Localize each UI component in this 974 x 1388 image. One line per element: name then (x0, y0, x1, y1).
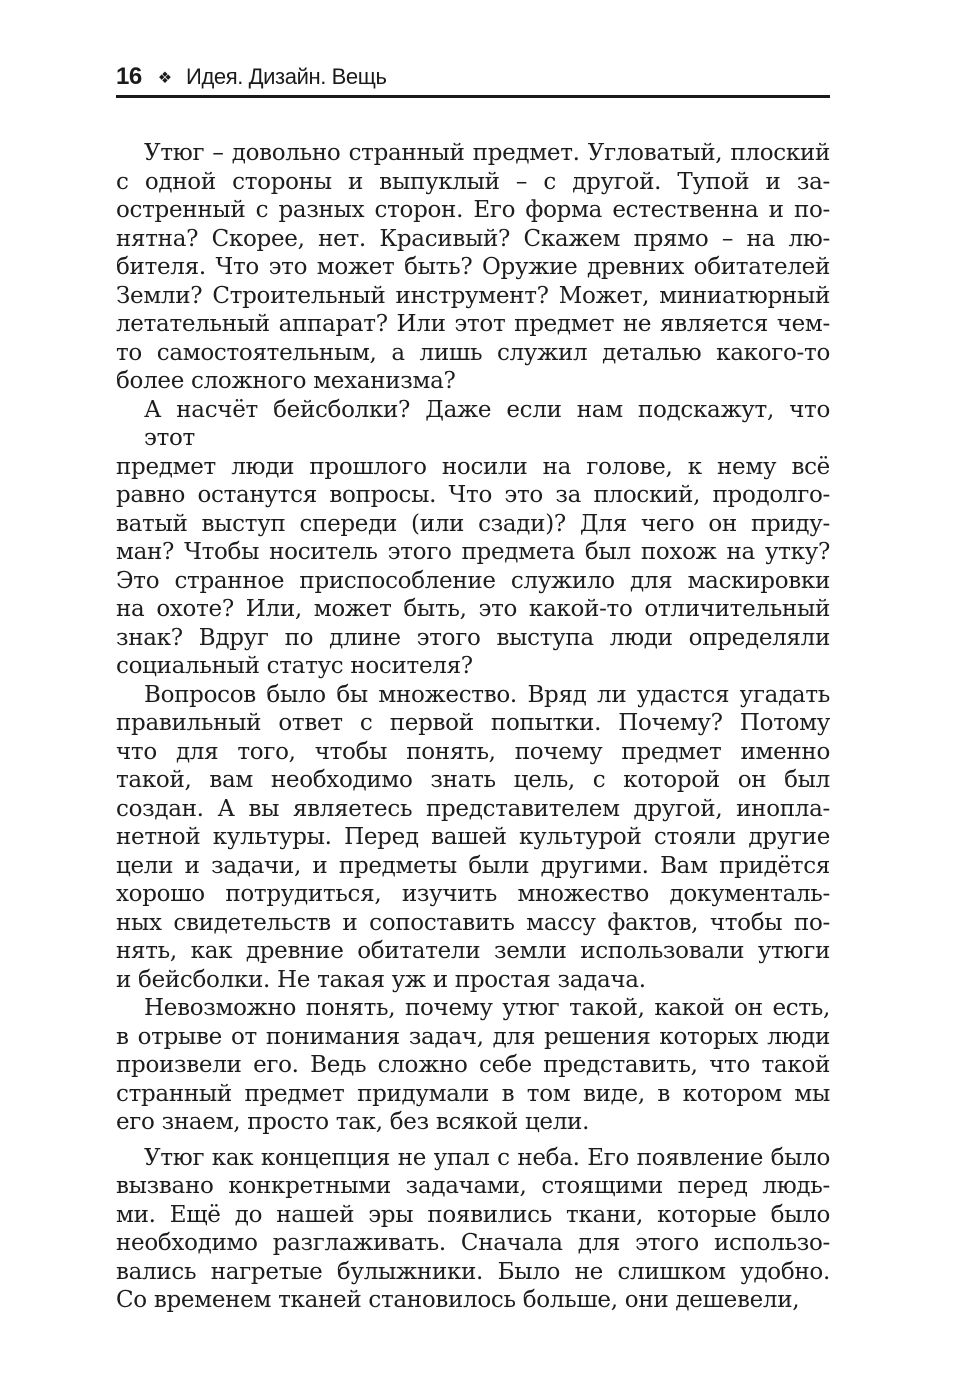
paragraph (116, 994, 830, 1137)
text-line: что для того, чтобы понять, почему предмет именно (116, 738, 830, 765)
text-line: Земли? Строительный инструмент? Может, миниатюрный (116, 282, 830, 309)
paragraph (116, 1144, 830, 1315)
text-line: странный предмет придумали в том виде, в котором мы (116, 1080, 830, 1107)
diamond-cluster-icon: ❖ (157, 70, 173, 87)
paragraph (116, 681, 830, 995)
text-line: предмет люди прошлого носили на голове, к нему всё (116, 453, 830, 480)
text-line: ми. Ещё до нашей эры появились ткани, которые было (116, 1201, 830, 1228)
text-line: его знаем, просто так, без всякой цели. (116, 1109, 590, 1135)
text-line: вызвано конкретными задачами, стоящими перед людь- (116, 1173, 830, 1199)
text-line: ных свидетельств и сопоставить массу фактов, чтобы по- (116, 909, 830, 936)
text-line: то самостоятельным, а лишь служил деталью какого-то (116, 339, 830, 366)
text-line: социальный статус носителя? (116, 653, 473, 679)
text-line: хорошо потрудиться, изучить множество документаль- (116, 881, 830, 907)
text-line: ватый выступ спереди (или сзади)? Для чего он приду- (116, 510, 830, 537)
text-line: равно останутся вопросы. Что это за плоский, продолго- (116, 482, 830, 508)
text-line: Утюг – довольно странный предмет. Угловатый, плоский (144, 140, 830, 166)
text-line: более сложного механизма? (116, 368, 456, 394)
text-line: А насчёт бейсболки? Даже если нам подскажут, что этот (144, 396, 830, 451)
paragraph (116, 396, 830, 681)
running-title: Идея. Дизайн. Вещь (186, 64, 387, 89)
text-line: в отрыве от понимания задач, для решения которых люди (116, 1023, 830, 1050)
header-rule (116, 95, 830, 98)
text-line: Со временем тканей становилось больше, они дешевели, (116, 1287, 800, 1313)
paragraph (116, 139, 830, 396)
text-line: нетной культуры. Перед вашей культурой стояли другие (116, 824, 830, 850)
text-line: цели и задачи, и предметы были другими. Вам придётся (116, 852, 830, 879)
text-line: такой, вам необходимо знать цель, с которой он был (116, 767, 830, 793)
page-header (116, 63, 830, 91)
text-line: нятна? Скорее, нет. Красивый? Скажем прямо – на лю- (116, 225, 830, 252)
text-line: Невозможно понять, почему утюг такой, какой он есть, (144, 995, 830, 1021)
text-line: необходимо разглаживать. Сначала для этого использо- (116, 1230, 830, 1256)
text-line: правильный ответ с первой попытки. Почему? Потому (116, 710, 830, 736)
text-line: летательный аппарат? Или этот предмет не является чем- (116, 311, 830, 337)
text-line: с одной стороны и выпуклый – с другой. Тупой и за- (116, 168, 830, 195)
text-line: произвели его. Ведь сложно себе представить, что такой (116, 1052, 830, 1078)
text-line: и бейсболки. Не такая уж и простая задача. (116, 966, 646, 993)
text-line: Утюг как концепция не упал с неба. Его появление было (144, 1144, 830, 1171)
text-line: Вопросов было бы множество. Вряд ли удастся угадать (144, 681, 830, 708)
text-line: знак? Вдруг по длине этого выступа люди определяли (116, 624, 830, 651)
text-line: создан. А вы являетесь представителем другой, инопла- (116, 795, 830, 822)
text-line: ман? Чтобы носитель этого предмета был похож на утку? (116, 539, 830, 565)
text-line: Это странное приспособление служило для маскировки (116, 567, 830, 594)
text-line: нять, как древние обитатели земли использовали утюги (116, 938, 830, 964)
text-line: на охоте? Или, может быть, это какой-то отличительный (116, 596, 830, 622)
page-number: 16 (116, 63, 142, 90)
text-line: остренный с разных сторон. Его форма естественна и по- (116, 197, 830, 223)
text-line: бителя. Что это может быть? Оружие древних обитателей (116, 254, 830, 280)
text-line: вались нагретые булыжники. Было не слишком удобно. (116, 1258, 830, 1285)
body-text (116, 139, 830, 1315)
